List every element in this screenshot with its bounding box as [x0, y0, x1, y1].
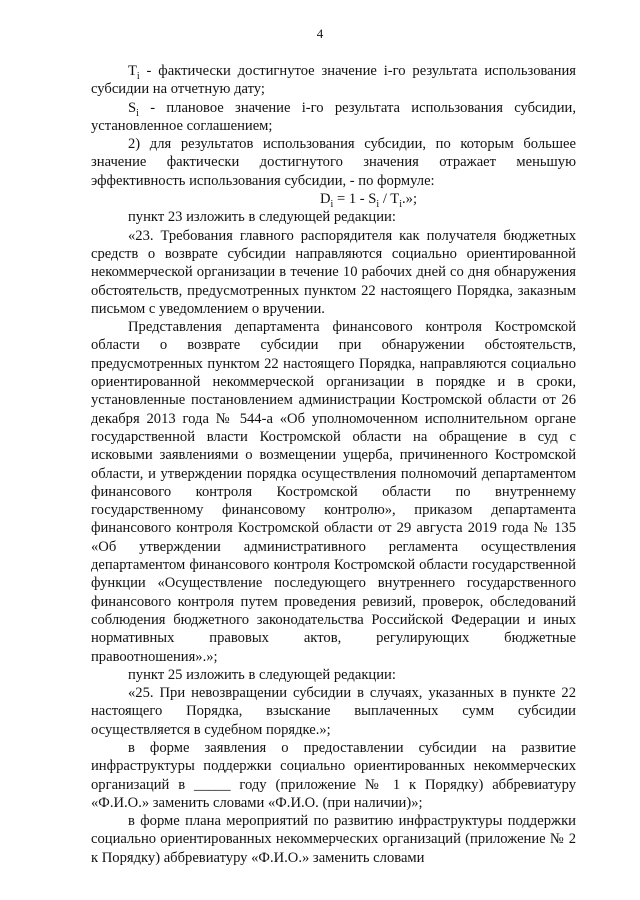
symbol-s: S — [128, 99, 137, 116]
page-number: 4 — [316, 26, 324, 41]
subscript-i: i — [399, 198, 402, 210]
formula-end: .»; — [402, 191, 417, 208]
formula — [91, 190, 576, 208]
definition-t — [91, 62, 576, 99]
subscript-i: i — [136, 107, 139, 119]
symbol-t: T — [128, 63, 137, 79]
instruction-point-25: пункт 25 изложить в следующей редакции: — [128, 666, 396, 683]
definition-s — [91, 99, 576, 136]
instruction-point-23: пункт 23 изложить в следующей редакции: — [128, 209, 396, 226]
paragraph-form-plan: в форме плана мероприятий по развитию инфраструктуры поддержки социально ориентированных некоммерческих организаций (приложение № 2 к Порядку) аббревиатуру «Ф.И.О.» заменить словами — [91, 813, 576, 866]
subscript-i: i — [136, 70, 140, 82]
paragraph-point-23: «23. Требования главного распорядителя как получателя бюджетных средств о возврате субсидии направляются социально ориентированной некоммерческой организации в течение 10 рабочих дней со дня обнаружения обстоятельств, предусмотренных пунктом 22 настоящего Порядка, заказным письмом с уведомлением о вручении. — [91, 227, 576, 317]
definition-t-text: - фактически достигнутое значение i-го результата использования субсидии на отчетную дату; — [91, 63, 576, 98]
formula-part: = 1 - S — [333, 191, 377, 208]
paragraph-form-application: в форме заявления о предоставлении субсидии на развитие инфраструктуры поддержки социально ориентированных некоммерческих организаций в _____ году (приложение № 1 к Порядку) аббревиатуру «Ф.И.О.» заменить словами «Ф.И.О. (при наличии)»; — [91, 739, 576, 811]
subscript-i: i — [376, 198, 380, 210]
definition-s-text: - плановое значение i-го результата использования субсидии, установленное соглашением; — [91, 99, 576, 134]
item-2-paragraph: 2) для результатов использования субсидии, по которым большее значение фактически достигнутого значения отражает меньшую эффективность использования субсидии, - по формуле: — [91, 136, 576, 189]
formula-part: / T — [379, 191, 400, 208]
subscript-i: i — [330, 198, 334, 210]
paragraph-representations: Представления департамента финансового контроля Костромской области о возврате субсидии при обнаружении обстоятельств, предусмотренных пунктом 22 настоящего Порядка, направляются социально ориентированной некоммерческой организации в порядке и в сроки, установленные постановлением администрации Костромской области от 26 декабря 2013 года № 544-а «Об уполномоченном исполнительном органе государственной власти Костромской области на обращение в суд с исковыми заявлениями о возмещении ущерба, причиненного Костромской области, и утверждении порядка осуществления полномочий департаментом финансового контроля Костромской области по внутреннему государственному финансовому контролю», приказом департамента финансового контроля Костромской области от 29 августа 2019 года № 135 «Об утверждении административного регламента осуществления департаментом финансового контроля Костромской области государственной функции «Осуществление последующего внутреннего государственного финансового контроля путем проведения ревизий, проверок, обследований соблюдения бюджетного законодательства Российской Федерации и иных нормативных правовых актов, регулирующих бюджетные правоотношения».»; — [91, 319, 576, 665]
paragraph-point-25: «25. При невозвращении субсидии в случаях, указанных в пункте 22 настоящего Порядка, взыскание выплаченных сумм субсидии осуществляется в судебном порядке.»; — [91, 685, 576, 738]
formula-d: D — [319, 191, 331, 208]
document-body — [91, 62, 576, 867]
